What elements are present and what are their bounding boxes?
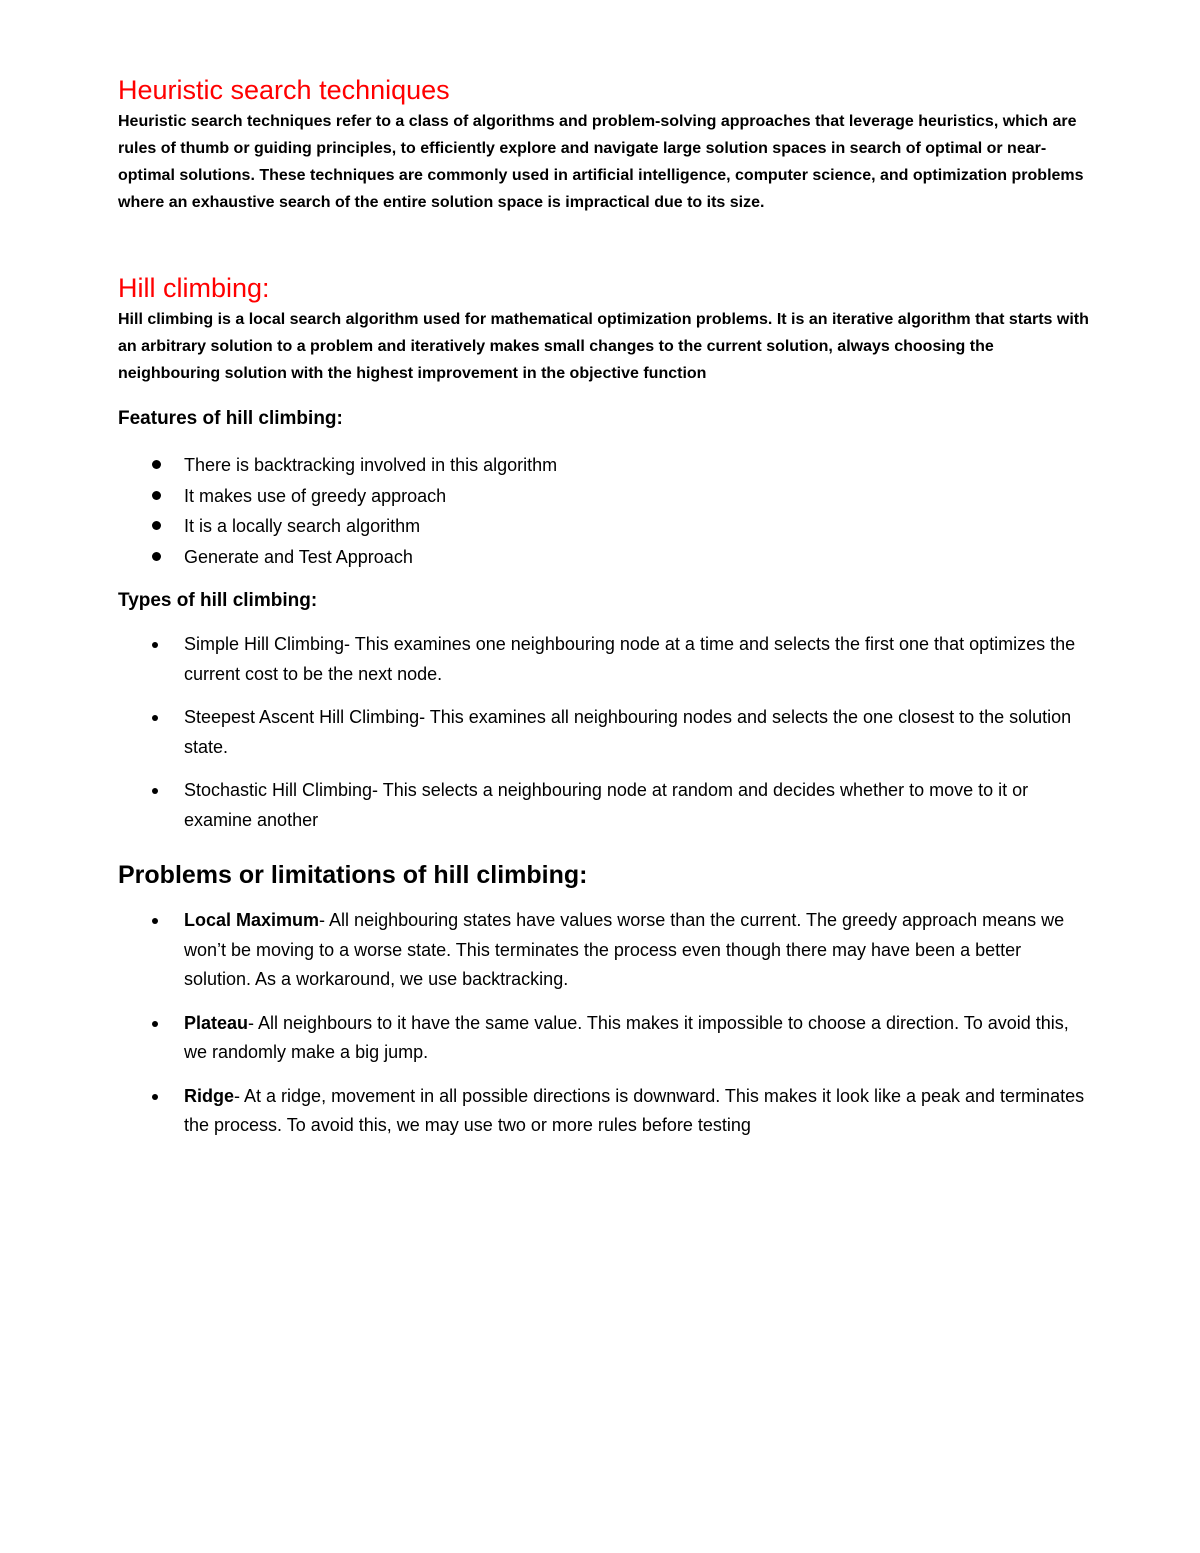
- list-item: [118, 776, 1090, 835]
- list-item: [118, 511, 1090, 542]
- type-text: Steepest Ascent Hill Climbing- This examines all neighbouring nodes and selects the one closest to the solution state.: [184, 707, 1072, 757]
- types-heading: Types of hill climbing:: [118, 590, 318, 611]
- problem-term: Local Maximum: [184, 910, 320, 930]
- list-item: [118, 703, 1090, 762]
- problem-text: - All neighbouring states have values worse than the current. The greedy approach means we won’t be moving to a worse state. This terminates the process even though there may have been a better solution. As a workaround, we use backtracking.: [184, 910, 1065, 989]
- type-text: Stochastic Hill Climbing- This selects a neighbouring node at random and decides whether to move to it or examine another: [184, 780, 1029, 830]
- problem-term: Ridge: [184, 1085, 235, 1106]
- bullet-icon: [152, 491, 161, 500]
- list-item: [118, 1082, 1090, 1141]
- bullet-icon: [152, 918, 158, 924]
- bullet-icon: [152, 715, 158, 721]
- feature-text: It makes use of greedy approach: [184, 485, 447, 506]
- bullet-icon: [152, 1094, 158, 1100]
- bullet-icon: [152, 788, 158, 794]
- feature-text: It is a locally search algorithm: [184, 516, 421, 536]
- features-list: [118, 450, 1090, 572]
- hill-climbing-heading: Hill climbing:: [118, 273, 270, 303]
- document-title: Heuristic search techniques: [118, 75, 450, 105]
- problems-heading: Problems or limitations of hill climbing:: [118, 861, 588, 889]
- bullet-icon: [152, 1021, 158, 1027]
- list-item: [118, 481, 1090, 512]
- problems-list: [118, 906, 1090, 1141]
- problem-text: - All neighbours to it have the same value. This makes it impossible to choose a direction. To avoid this, we randomly make a big jump.: [184, 1012, 1069, 1062]
- list-item: [118, 450, 1090, 481]
- intro-paragraph: Heuristic search techniques refer to a class of algorithms and problem-solving approaches that leverage heuristics, which are rules of thumb or guiding principles, to efficiently explore and navigate large solution spaces in search of optimal or near-optimal solutions. These techniques are commonly used in artificial intelligence, computer science, and optimization problems where an exhaustive search of the entire solution space is impractical due to its size.: [118, 113, 1084, 211]
- bullet-icon: [152, 460, 161, 469]
- features-heading: Features of hill climbing:: [118, 408, 343, 429]
- list-item: [118, 906, 1090, 995]
- feature-text: There is backtracking involved in this algorithm: [184, 455, 558, 475]
- problem-term: Plateau: [184, 1012, 249, 1033]
- feature-text: Generate and Test Approach: [184, 546, 413, 567]
- list-item: [118, 542, 1090, 573]
- bullet-icon: [152, 552, 161, 561]
- type-text: Simple Hill Climbing- This examines one neighbouring node at a time and selects the first one that optimizes the current cost to be the next node.: [184, 634, 1076, 684]
- list-item: [118, 1009, 1090, 1068]
- hill-climbing-paragraph: Hill climbing is a local search algorithm used for mathematical optimization problems. It is an iterative algorithm that starts with an arbitrary solution to a problem and iteratively makes small changes to the current solution, always choosing the neighbouring solution with the highest improvement in the objective function: [118, 311, 1089, 382]
- bullet-icon: [152, 642, 158, 648]
- types-list: [118, 630, 1090, 835]
- bullet-icon: [152, 521, 161, 530]
- list-item: [118, 630, 1090, 689]
- problem-text: - At a ridge, movement in all possible directions is downward. This makes it look like a peak and terminates the process. To avoid this, we may use two or more rules before testing: [184, 1085, 1085, 1135]
